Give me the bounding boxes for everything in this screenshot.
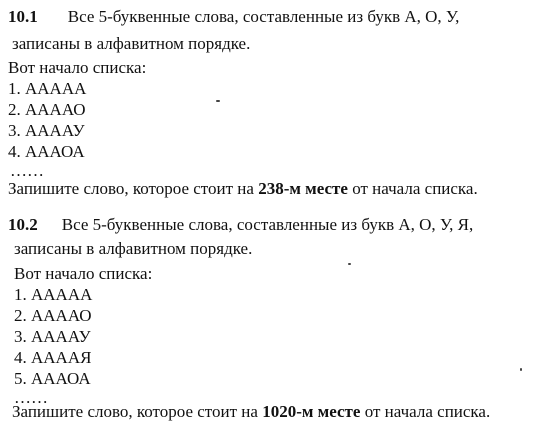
list-ellipsis: …… xyxy=(10,161,44,180)
scan-speck xyxy=(520,368,522,371)
task-sentence xyxy=(12,401,490,423)
statement-line-2: записаны в алфавитном порядке. xyxy=(14,239,253,258)
list-intro: Вот начало списка: xyxy=(14,264,153,283)
problem-number: 10.2 xyxy=(8,215,38,234)
list-item: 2. ААААО xyxy=(8,100,86,119)
problem-number: 10.1 xyxy=(8,7,38,26)
task-position-bold: 1020-м месте xyxy=(262,402,361,421)
list-item: 3. ААААУ xyxy=(8,121,85,140)
problem-header xyxy=(8,214,473,236)
list-item: 1. ААААА xyxy=(14,285,93,304)
task-sentence xyxy=(8,178,478,200)
list-item: 1. ААААА xyxy=(8,79,87,98)
list-item: 3. ААААУ xyxy=(14,327,91,346)
statement-line-2: записаны в алфавитном порядке. xyxy=(12,34,251,53)
task-text-after: от начала списка. xyxy=(347,179,478,198)
statement-line-1: Все 5-буквенные слова, составленные из букв А, О, У, Я, xyxy=(61,215,474,234)
list-item: 4. АААОА xyxy=(8,142,85,161)
scan-speck xyxy=(348,263,351,265)
statement-line-1: Все 5-буквенные слова, составленные из букв А, О, У, xyxy=(67,7,460,26)
problem-header xyxy=(8,6,459,28)
task-text-before: Запишите слово, которое стоит на xyxy=(8,179,259,198)
task-text-after: от начала списка. xyxy=(360,402,491,421)
list-item: 2. ААААО xyxy=(14,306,92,325)
list-item: 4. ААААЯ xyxy=(14,348,92,367)
task-text-before: Запишите слово, которое стоит на xyxy=(12,402,263,421)
list-item: 5. АААОА xyxy=(14,369,91,388)
scan-speck xyxy=(216,100,220,102)
list-intro: Вот начало списка: xyxy=(8,58,147,77)
list-ellipsis: …… xyxy=(14,388,48,407)
task-position-bold: 238-м месте xyxy=(258,179,348,198)
